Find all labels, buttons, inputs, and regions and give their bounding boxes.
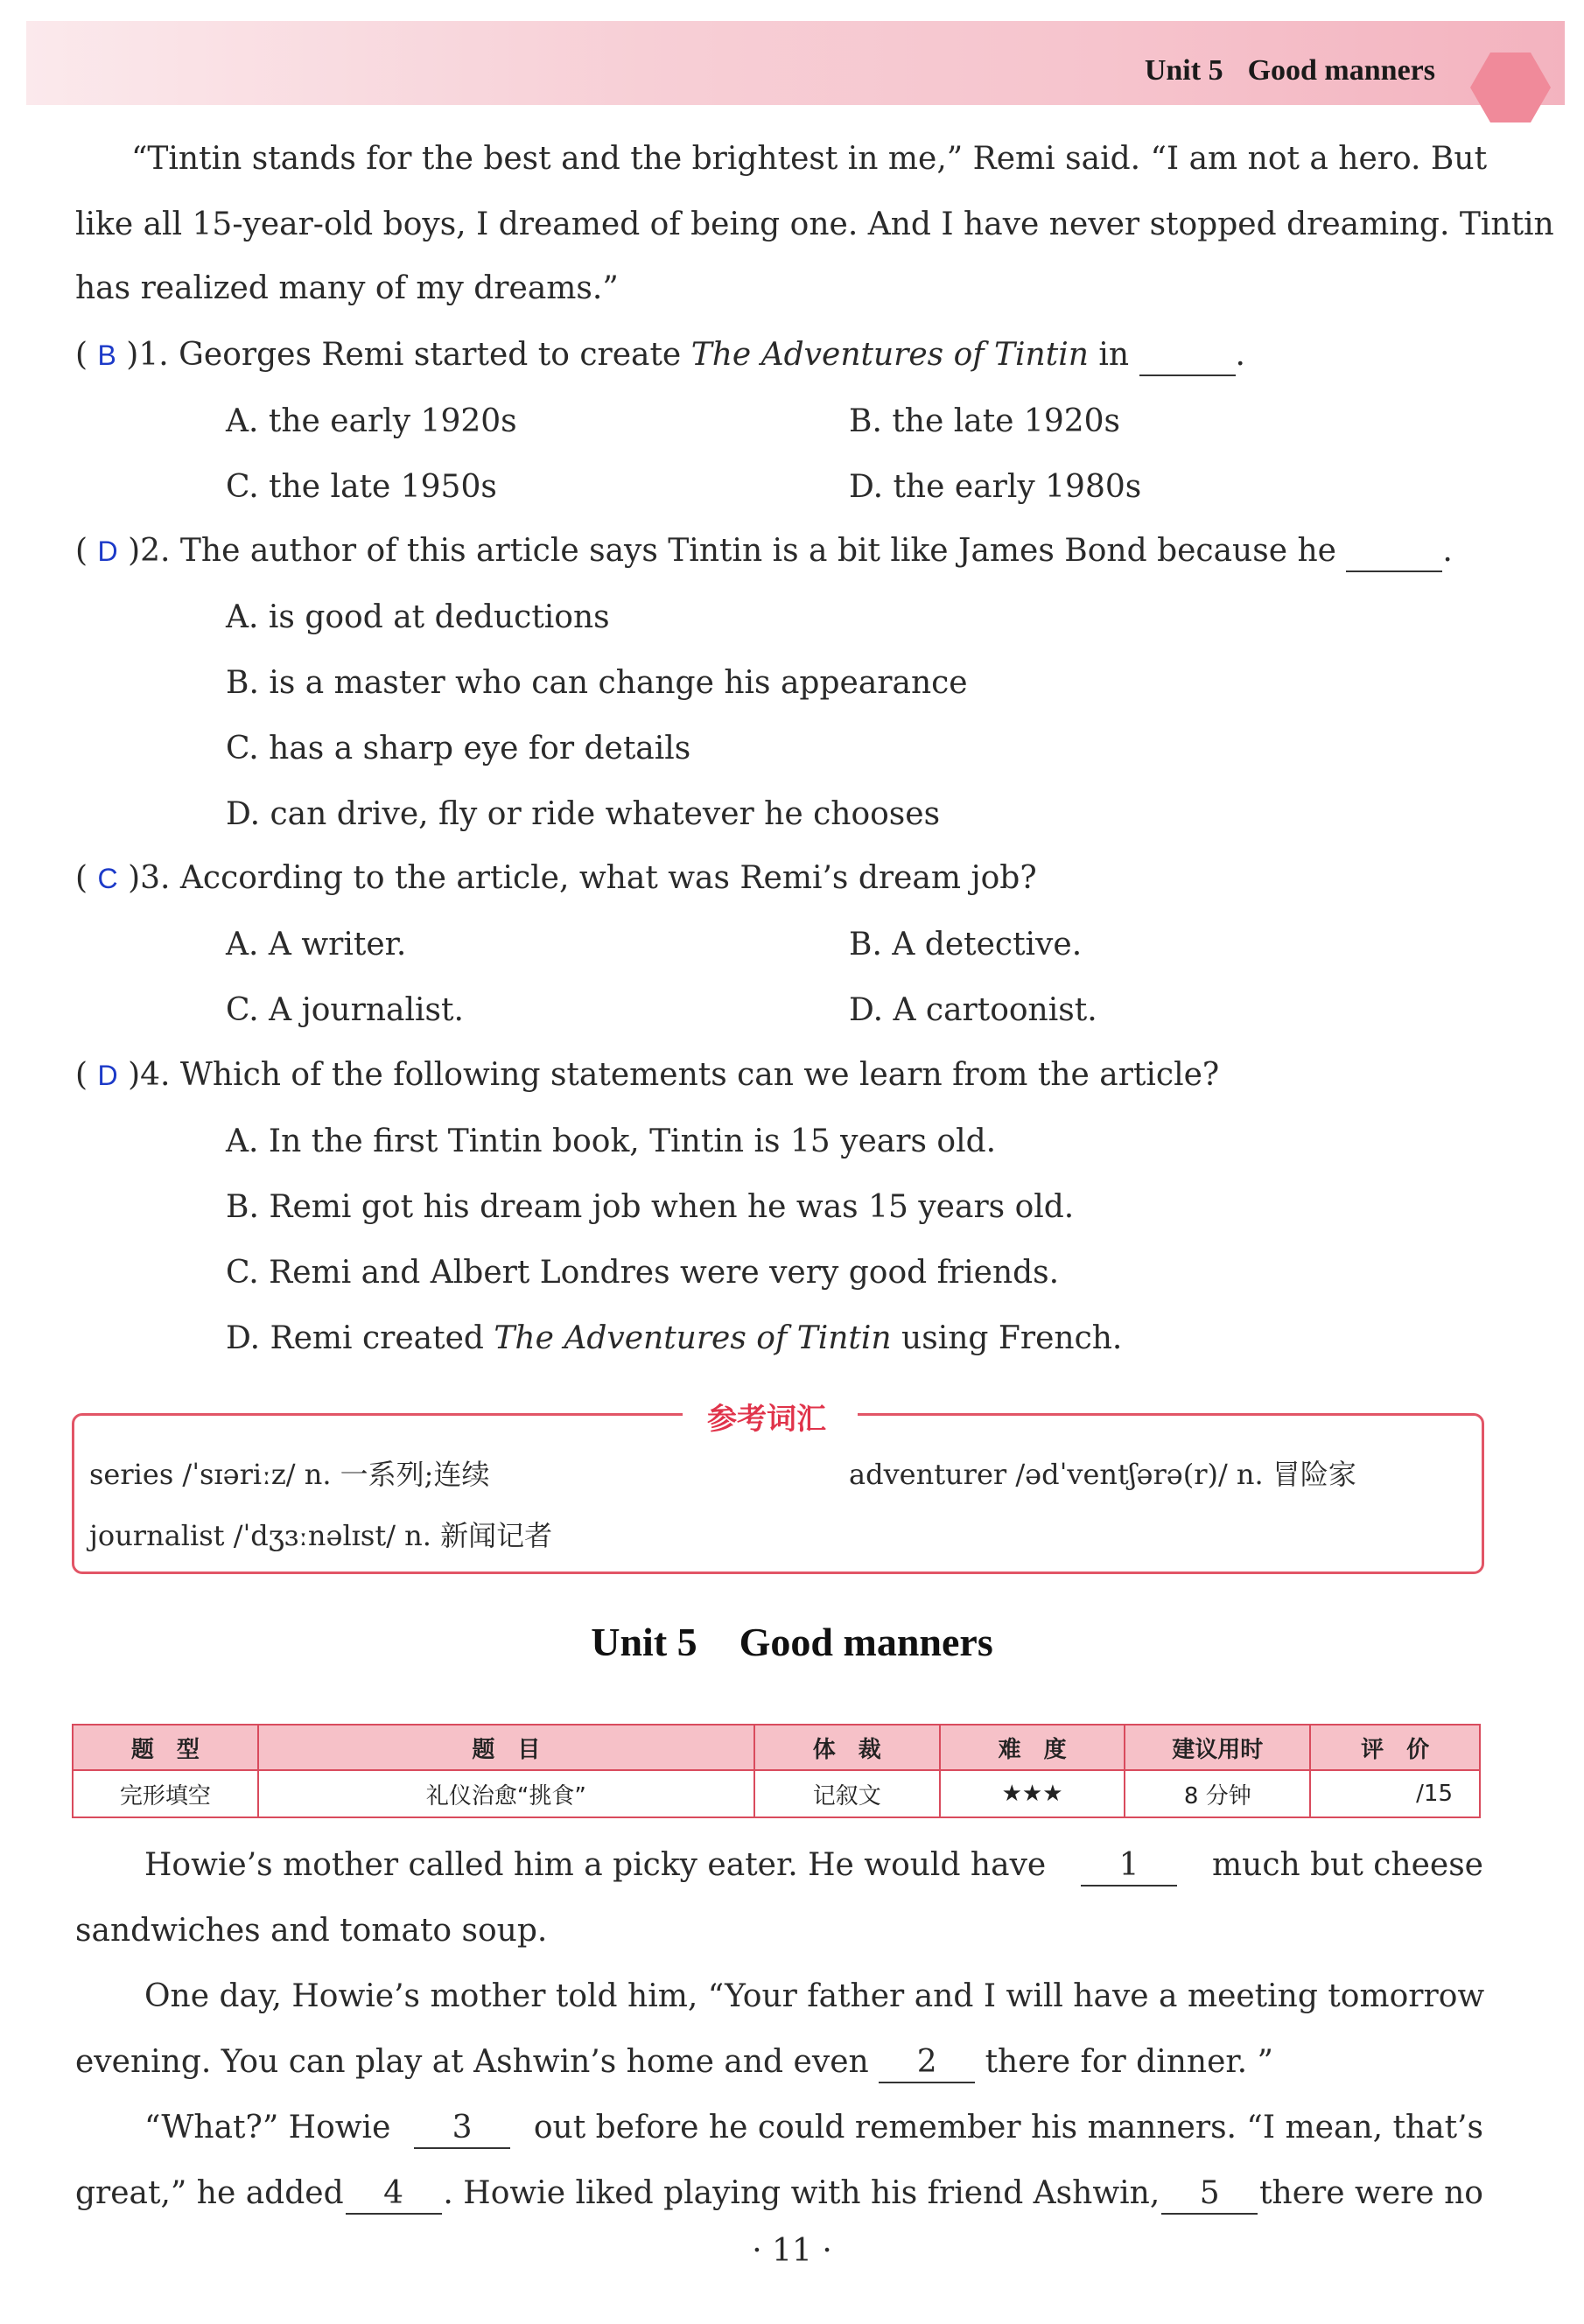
question-3: ( C )3. According to the article, what was Remi’s dream job? (75, 860, 1037, 896)
cloze-line: great,” he added 4 . Howie liked playing with his friend Ashwin, 5 there were no (75, 2174, 1483, 2215)
table-cell: /15 (1310, 1770, 1480, 1817)
option: D. the early 1980s (849, 469, 1142, 505)
difficulty-stars: ★★★ (940, 1770, 1125, 1817)
table-header: 建议用时 (1125, 1725, 1310, 1770)
table-header: 评 价 (1310, 1725, 1480, 1770)
header-topic: Good manners (1247, 54, 1435, 87)
answer-2: D (97, 536, 118, 567)
option: A. In the first Tintin book, Tintin is 15 years old. (226, 1124, 997, 1159)
option: C. has a sharp eye for details (226, 731, 691, 766)
cloze-blank: 3 (414, 2109, 510, 2149)
option: D. Remi created The Adventures of Tintin using French. (226, 1320, 1123, 1356)
cloze-line: evening. You can play at Ashwin’s home and even 2 there for dinner. ” (75, 2043, 1273, 2083)
question-1: ( B )1. Georges Remi started to create The Adventures of Tintin in . (75, 336, 1245, 376)
option: B. is a master who can change his appearance (226, 665, 968, 701)
answer-blank (1139, 336, 1236, 376)
vocabulary-title: 参考词汇 (707, 1402, 826, 1437)
question-2: ( D )2. The author of this article says Tintin is a bit like James Bond because he . (75, 532, 1453, 572)
option: A. the early 1920s (226, 403, 517, 439)
header-unit: Unit 5 (1144, 54, 1223, 87)
option: D. can drive, fly or ride whatever he chooses (226, 796, 941, 832)
option: B. A detective. (849, 927, 1083, 962)
vocab-item: series /ˈsɪəriːz/ n. 一系列;连续 (89, 1458, 490, 1491)
passage-line: like all 15-year-old boys, I dreamed of being one. And I have never stopped dreaming. Tintin (75, 206, 1554, 242)
table-cell: 礼仪治愈“挑食” (258, 1770, 754, 1817)
passage-line: has realized many of my dreams.” (75, 270, 619, 306)
answer-blank (1346, 532, 1442, 572)
answer-4: D (97, 1060, 118, 1091)
option: C. A journalist. (226, 992, 464, 1028)
cloze-blank: 5 (1161, 2174, 1258, 2215)
table-row (73, 1770, 1480, 1817)
answer-3: C (97, 863, 118, 894)
option: B. Remi got his dream job when he was 15 years old. (226, 1189, 1075, 1225)
cloze-blank: 2 (879, 2043, 975, 2083)
answer-1: B (97, 340, 116, 371)
table-header: 难 度 (940, 1725, 1125, 1770)
cloze-blank: 4 (346, 2174, 442, 2215)
exercise-info-table (72, 1724, 1481, 1818)
cloze-line: One day, Howie’s mother told him, “Your father and I will have a meeting tomorrow (144, 1978, 1485, 2014)
table-cell: 8 分钟 (1125, 1770, 1310, 1817)
cloze-blank: 1 (1081, 1846, 1177, 1886)
question-4: ( D )4. Which of the following statements can we learn from the article? (75, 1057, 1220, 1093)
option: A. A writer. (226, 927, 407, 962)
passage-line: “Tintin stands for the best and the brightest in me,” Remi said. “I am not a hero. But (131, 141, 1488, 177)
option: C. the late 1950s (226, 469, 497, 505)
unit-heading (0, 1619, 1584, 1665)
vocab-item: adventurer /ədˈventʃərə(r)/ n. 冒险家 (849, 1458, 1356, 1491)
unit-heading-unit: Unit 5 (591, 1620, 697, 1664)
option: B. the late 1920s (849, 403, 1121, 439)
cloze-line: sandwiches and tomato soup. (75, 1913, 548, 1949)
option: A. is good at deductions (226, 599, 610, 635)
cloze-line: “What?” Howie 3 out before he could remember his manners. “I mean, that’s (144, 2109, 1483, 2149)
table-header: 题 型 (73, 1725, 258, 1770)
vocab-item: journalist /ˈdʒɜːnəlɪst/ n. 新闻记者 (89, 1519, 553, 1552)
table-header: 题 目 (258, 1725, 754, 1770)
table-cell: 完形填空 (73, 1770, 258, 1817)
option: D. A cartoonist. (849, 992, 1097, 1028)
header-title (1145, 54, 1435, 88)
unit-heading-title: Good manners (739, 1620, 993, 1664)
table-cell: 记叙文 (754, 1770, 940, 1817)
option: C. Remi and Albert Londres were very good friends. (226, 1255, 1060, 1291)
page-number: · 11 · (752, 2233, 832, 2269)
cloze-line: Howie’s mother called him a picky eater. He would have 1 much but cheese (144, 1846, 1483, 1886)
table-header: 体 裁 (754, 1725, 940, 1770)
